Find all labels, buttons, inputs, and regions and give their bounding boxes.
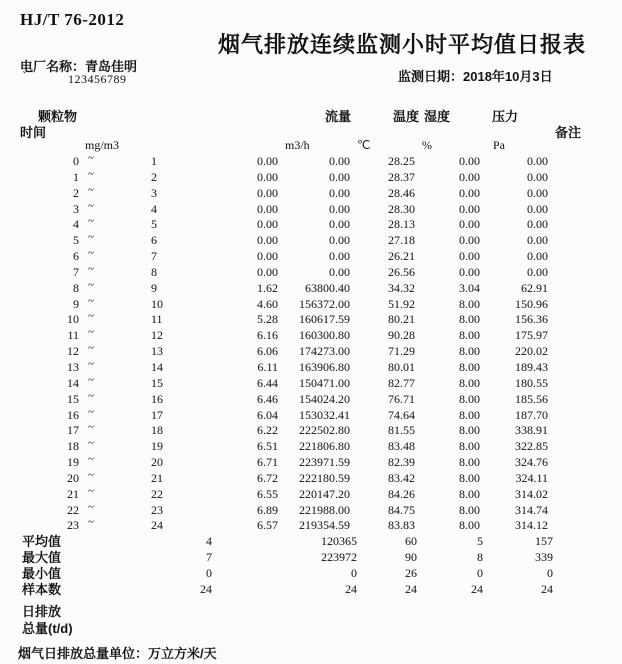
hour-start-cell: 20 — [67, 470, 79, 485]
temp-value-cell: 84.26 — [388, 486, 415, 501]
unit-flow: m3/h — [285, 138, 310, 152]
remark-cell — [548, 503, 622, 519]
remark-cell — [548, 297, 622, 313]
hour-end-cell: 16 — [151, 391, 163, 406]
column-header-time: 时间 — [20, 125, 47, 140]
summary-pressure-cell: 0 — [547, 565, 553, 580]
summary-pm-cell: 7 — [206, 549, 212, 564]
remark-cell — [548, 202, 622, 218]
temp-value-cell: 71.29 — [388, 344, 415, 359]
humidity-value-cell: 0.00 — [459, 264, 480, 279]
summary-temp-cell: 26 — [405, 565, 417, 580]
temp-value-cell: 28.46 — [388, 185, 415, 200]
hourly-data-table — [0, 154, 622, 534]
tilde-mark: ~ — [88, 389, 94, 402]
hour-start-cell: 6 — [73, 249, 79, 264]
pressure-value-cell: 338.91 — [515, 423, 548, 438]
hour-end-cell: 2 — [151, 169, 157, 184]
hour-start-cell: 12 — [67, 344, 79, 359]
remark-cell — [548, 312, 622, 328]
pressure-value-cell: 322.85 — [515, 439, 548, 454]
hour-end-cell: 4 — [151, 201, 157, 216]
remark-cell — [548, 408, 622, 424]
report-title: 烟气排放连续监测小时平均值日报表 — [218, 32, 587, 57]
humidity-value-cell: 8.00 — [459, 439, 480, 454]
remark-cell — [548, 328, 622, 344]
temp-value-cell: 76.71 — [388, 391, 415, 406]
summary-flow-cell: 120365 — [321, 534, 357, 548]
pressure-value-cell: 0.00 — [527, 233, 548, 248]
hour-start-cell: 15 — [67, 391, 79, 406]
pressure-value-cell: 324.76 — [515, 455, 548, 470]
tilde-mark: ~ — [88, 326, 94, 339]
pm-value-cell: 6.16 — [257, 328, 278, 343]
humidity-value-cell: 8.00 — [459, 328, 480, 343]
tilde-mark: ~ — [88, 152, 94, 164]
hour-start-cell: 2 — [73, 185, 79, 200]
pm-value-cell: 6.04 — [257, 407, 278, 422]
flow-value-cell: 221806.80 — [299, 439, 350, 454]
pressure-value-cell: 324.11 — [515, 470, 548, 485]
humidity-value-cell: 3.04 — [459, 280, 480, 295]
summary-row — [0, 566, 622, 582]
pressure-value-cell: 156.36 — [515, 312, 548, 327]
summary-humidity-cell: 5 — [477, 534, 483, 548]
temp-value-cell: 34.32 — [388, 280, 415, 295]
hour-end-cell: 10 — [151, 296, 163, 311]
hour-start-cell: 19 — [67, 455, 79, 470]
temp-value-cell: 83.48 — [388, 439, 415, 454]
pressure-value-cell: 0.00 — [527, 154, 548, 168]
summary-pm-cell: 0 — [206, 565, 212, 580]
pm-value-cell: 0.00 — [257, 217, 278, 232]
tilde-mark: ~ — [88, 247, 94, 260]
humidity-value-cell: 8.00 — [459, 423, 480, 438]
unit-humidity: % — [422, 138, 432, 152]
tilde-mark: ~ — [88, 405, 94, 418]
temp-value-cell: 80.01 — [388, 359, 415, 374]
flow-value-cell: 0.00 — [329, 233, 350, 248]
daily-emission-label-line1: 日排放 — [22, 604, 62, 619]
hour-end-cell: 21 — [151, 470, 163, 485]
temp-value-cell: 28.25 — [388, 154, 415, 168]
pressure-value-cell: 187.70 — [515, 407, 548, 422]
hour-start-cell: 10 — [67, 312, 79, 327]
summary-pm-cell: 24 — [200, 581, 212, 596]
temp-value-cell: 26.21 — [388, 249, 415, 264]
humidity-value-cell: 0.00 — [459, 169, 480, 184]
summary-label-cell: 最大值 — [22, 549, 62, 565]
remark-cell — [548, 471, 622, 487]
flow-value-cell: 163906.80 — [299, 359, 350, 374]
pm-value-cell: 6.44 — [257, 375, 278, 390]
unit-temperature: ℃ — [357, 138, 371, 152]
hour-end-cell: 9 — [151, 280, 157, 295]
pm-value-cell: 6.89 — [257, 502, 278, 517]
tilde-mark: ~ — [88, 231, 94, 244]
flow-value-cell: 0.00 — [329, 185, 350, 200]
hour-end-cell: 15 — [151, 375, 163, 390]
hour-start-cell: 8 — [73, 280, 79, 295]
plant-name-label: 电厂名称： — [20, 59, 86, 74]
plant-code: 123456789 — [68, 72, 127, 86]
pressure-value-cell: 0.00 — [527, 169, 548, 184]
pm-value-cell: 0.00 — [257, 201, 278, 216]
pm-value-cell: 6.72 — [257, 470, 278, 485]
pm-value-cell: 0.00 — [257, 233, 278, 248]
temp-value-cell: 26.56 — [388, 264, 415, 279]
pm-value-cell: 0.00 — [257, 169, 278, 184]
remark-cell — [548, 423, 622, 439]
hour-start-cell: 23 — [67, 518, 79, 533]
remark-cell — [548, 455, 622, 471]
hour-start-cell: 7 — [73, 264, 79, 279]
hour-start-cell: 3 — [73, 201, 79, 216]
hour-end-cell: 12 — [151, 328, 163, 343]
remark-cell — [548, 249, 622, 265]
table-row — [0, 518, 622, 534]
remark-cell — [548, 360, 622, 376]
temp-value-cell: 27.18 — [388, 233, 415, 248]
pm-value-cell: 6.46 — [257, 391, 278, 406]
remark-cell — [548, 265, 622, 281]
hour-end-cell: 3 — [151, 185, 157, 200]
humidity-value-cell: 8.00 — [459, 312, 480, 327]
summary-humidity-cell: 24 — [471, 581, 483, 596]
pressure-value-cell: 0.00 — [527, 185, 548, 200]
pressure-value-cell: 0.00 — [527, 264, 548, 279]
remark-cell — [548, 186, 622, 202]
summary-label-cell: 平均值 — [22, 534, 62, 549]
tilde-mark: ~ — [88, 215, 94, 228]
pressure-value-cell: 0.00 — [527, 217, 548, 232]
hour-start-cell: 22 — [67, 502, 79, 517]
pm-value-cell: 5.28 — [257, 312, 278, 327]
summary-row — [0, 582, 622, 598]
footer-note: 烟气日排放总量单位：万立方米/天 — [18, 646, 217, 661]
summary-flow-cell: 223972 — [321, 549, 357, 564]
temp-value-cell: 83.83 — [388, 518, 415, 533]
hour-start-cell: 1 — [73, 169, 79, 184]
pm-value-cell: 0.00 — [257, 264, 278, 279]
pressure-value-cell: 189.43 — [515, 359, 548, 374]
pressure-value-cell: 0.00 — [527, 249, 548, 264]
flow-value-cell: 150471.00 — [299, 375, 350, 390]
tilde-mark: ~ — [88, 468, 94, 481]
hour-end-cell: 6 — [151, 233, 157, 248]
tilde-mark: ~ — [88, 278, 94, 291]
hour-end-cell: 5 — [151, 217, 157, 232]
summary-label-cell: 样本数 — [22, 581, 62, 597]
temp-value-cell: 51.92 — [388, 296, 415, 311]
temp-value-cell: 83.42 — [388, 470, 415, 485]
flow-value-cell: 153032.41 — [299, 407, 350, 422]
pressure-value-cell: 150.96 — [515, 296, 548, 311]
pm-value-cell: 6.71 — [257, 455, 278, 470]
remark-cell — [548, 154, 622, 170]
tilde-mark: ~ — [88, 516, 94, 529]
summary-humidity-cell: 0 — [477, 565, 483, 580]
tilde-mark: ~ — [88, 484, 94, 497]
flow-value-cell: 222180.59 — [299, 470, 350, 485]
pm-value-cell: 0.00 — [257, 185, 278, 200]
temp-value-cell: 82.77 — [388, 375, 415, 390]
pm-value-cell: 6.55 — [257, 486, 278, 501]
humidity-value-cell: 8.00 — [459, 407, 480, 422]
tilde-mark: ~ — [88, 357, 94, 370]
temp-value-cell: 90.28 — [388, 328, 415, 343]
tilde-mark: ~ — [88, 294, 94, 307]
accent-mark: ` — [22, 70, 27, 85]
plant-name-value: 青岛佳明 — [85, 59, 138, 74]
unit-particulate: mg/m3 — [85, 138, 120, 152]
tilde-mark: ~ — [88, 500, 94, 513]
temp-value-cell: 82.39 — [388, 455, 415, 470]
flow-value-cell: 160300.80 — [299, 328, 350, 343]
flow-value-cell: 0.00 — [329, 264, 350, 279]
unit-pressure: Pa — [493, 138, 505, 152]
pm-value-cell: 6.51 — [257, 439, 278, 454]
remark-cell — [548, 392, 622, 408]
hour-start-cell: 0 — [73, 154, 79, 168]
pm-value-cell: 4.60 — [257, 296, 278, 311]
humidity-value-cell: 0.00 — [459, 249, 480, 264]
monitor-date-value: 2018年10月3日 — [463, 69, 553, 84]
temp-value-cell: 28.13 — [388, 217, 415, 232]
flow-value-cell: 0.00 — [329, 201, 350, 216]
summary-temp-cell: 24 — [405, 581, 417, 596]
tilde-mark: ~ — [88, 342, 94, 355]
hour-start-cell: 17 — [67, 423, 79, 438]
humidity-value-cell: 0.00 — [459, 154, 480, 168]
hour-start-cell: 5 — [73, 233, 79, 248]
pm-value-cell: 6.22 — [257, 423, 278, 438]
tilde-cell — [79, 518, 151, 534]
flow-value-cell: 0.00 — [329, 217, 350, 232]
humidity-value-cell: 8.00 — [459, 375, 480, 390]
pressure-value-cell: 175.97 — [515, 328, 548, 343]
summary-table — [0, 534, 622, 597]
flow-value-cell: 222502.80 — [299, 423, 350, 438]
summary-temp-cell: 60 — [405, 534, 417, 548]
tilde-mark: ~ — [88, 373, 94, 386]
column-header-pressure: 压力 — [492, 109, 519, 124]
summary-flow-cell: 0 — [351, 565, 357, 580]
monitor-date-line — [398, 66, 553, 85]
summary-humidity-cell: 8 — [477, 549, 483, 564]
humidity-value-cell: 8.00 — [459, 518, 480, 533]
hour-end-cell: 14 — [151, 359, 163, 374]
summary-pm-cell: 4 — [206, 534, 212, 548]
flow-value-cell: 0.00 — [329, 154, 350, 168]
hour-end-cell: 8 — [151, 264, 157, 279]
hour-start-cell: 13 — [67, 359, 79, 374]
tilde-mark: ~ — [88, 199, 94, 212]
pm-value-cell: 6.57 — [257, 518, 278, 533]
remark-cell — [548, 376, 622, 392]
hour-start-cell: 18 — [67, 439, 79, 454]
standard-number: HJ/T 76-2012 — [20, 10, 125, 29]
remark-cell — [548, 170, 622, 186]
temp-value-cell: 28.30 — [388, 201, 415, 216]
hour-end-cell: 19 — [151, 439, 163, 454]
humidity-value-cell: 8.00 — [459, 486, 480, 501]
summary-label-cell: 最小值 — [22, 565, 62, 581]
hour-start-cell: 21 — [67, 486, 79, 501]
humidity-value-cell: 0.00 — [459, 185, 480, 200]
temp-value-cell: 81.55 — [388, 423, 415, 438]
humidity-value-cell: 8.00 — [459, 391, 480, 406]
tilde-mark: ~ — [88, 167, 94, 180]
pressure-value-cell: 314.02 — [515, 486, 548, 501]
pm-value-cell: 0.00 — [257, 249, 278, 264]
daily-emission-label-line2: 总量(t/d) — [22, 621, 73, 636]
hour-end-cell: 17 — [151, 407, 163, 422]
hour-start-cell: 11 — [67, 328, 79, 343]
flow-value-cell: 154024.20 — [299, 391, 350, 406]
remark-cell — [548, 217, 622, 233]
remark-cell — [548, 439, 622, 455]
monitor-date-label: 监测日期： — [398, 69, 464, 84]
column-header-particulate: 颗粒物 — [38, 109, 78, 124]
summary-pressure-cell: 24 — [541, 581, 553, 596]
flow-value-cell: 160617.59 — [299, 312, 350, 327]
humidity-value-cell: 8.00 — [459, 502, 480, 517]
humidity-value-cell: 8.00 — [459, 344, 480, 359]
remark-cell — [548, 518, 622, 534]
pm-value-cell: 0.00 — [257, 154, 278, 168]
summary-row — [0, 550, 622, 566]
hour-end-cell: 23 — [151, 502, 163, 517]
temp-value-cell: 28.37 — [388, 169, 415, 184]
flow-value-cell: 174273.00 — [299, 344, 350, 359]
summary-pressure-cell: 339 — [535, 549, 553, 564]
hour-end-cell: 24 — [151, 518, 163, 533]
pressure-value-cell: 314.74 — [515, 502, 548, 517]
summary-temp-cell: 90 — [405, 549, 417, 564]
flow-value-cell: 223971.59 — [299, 455, 350, 470]
remark-cell — [548, 281, 622, 297]
humidity-value-cell: 8.00 — [459, 359, 480, 374]
pressure-value-cell: 180.55 — [515, 375, 548, 390]
temp-value-cell: 84.75 — [388, 502, 415, 517]
humidity-value-cell: 0.00 — [459, 201, 480, 216]
pm-value-cell: 6.06 — [257, 344, 278, 359]
hour-start-cell: 16 — [67, 407, 79, 422]
humidity-value-cell: 0.00 — [459, 233, 480, 248]
summary-flow-cell: 24 — [345, 581, 357, 596]
pm-value-cell: 6.11 — [257, 359, 278, 374]
hour-end-cell: 7 — [151, 249, 157, 264]
hour-end-cell: 20 — [151, 455, 163, 470]
temp-value-cell: 80.21 — [388, 312, 415, 327]
pressure-value-cell: 314.12 — [515, 518, 548, 533]
tilde-mark: ~ — [88, 437, 94, 450]
flow-value-cell: 0.00 — [329, 249, 350, 264]
hour-end-cell: 13 — [151, 344, 163, 359]
tilde-mark: ~ — [88, 310, 94, 323]
tilde-mark: ~ — [88, 421, 94, 434]
flow-value-cell: 156372.00 — [299, 296, 350, 311]
flow-value-cell: 0.00 — [329, 169, 350, 184]
hour-start-cell: 14 — [67, 375, 79, 390]
hour-end-cell: 18 — [151, 423, 163, 438]
flow-value-cell: 221988.00 — [299, 502, 350, 517]
column-header-temperature: 温度 — [393, 109, 420, 124]
hour-start-cell: 9 — [73, 296, 79, 311]
hour-end-cell: 1 — [151, 154, 157, 168]
remark-cell — [548, 344, 622, 360]
pressure-value-cell: 0.00 — [527, 201, 548, 216]
column-header-humidity: 湿度 — [424, 109, 451, 124]
temp-value-cell: 74.64 — [388, 407, 415, 422]
summary-pressure-cell: 157 — [535, 534, 553, 548]
flow-value-cell: 63800.40 — [305, 280, 350, 295]
pressure-value-cell: 220.02 — [515, 344, 548, 359]
column-header-remark: 备注 — [555, 125, 582, 140]
flow-value-cell: 220147.20 — [299, 486, 350, 501]
pressure-value-cell: 185.56 — [515, 391, 548, 406]
humidity-value-cell: 8.00 — [459, 296, 480, 311]
hour-end-cell: 11 — [151, 312, 163, 327]
humidity-value-cell: 0.00 — [459, 217, 480, 232]
tilde-mark: ~ — [88, 262, 94, 275]
tilde-mark: ~ — [88, 453, 94, 466]
hour-end-cell: 22 — [151, 486, 163, 501]
pm-value-cell: 1.62 — [257, 280, 278, 295]
humidity-value-cell: 8.00 — [459, 470, 480, 485]
tilde-mark: ~ — [88, 183, 94, 196]
hour-start-cell: 4 — [73, 217, 79, 232]
summary-row — [0, 534, 622, 550]
remark-cell — [548, 487, 622, 503]
flow-value-cell: 219354.59 — [299, 518, 350, 533]
humidity-value-cell: 8.00 — [459, 455, 480, 470]
column-header-flow: 流量 — [325, 109, 352, 124]
pressure-value-cell: 62.91 — [521, 280, 548, 295]
remark-cell — [548, 233, 622, 249]
